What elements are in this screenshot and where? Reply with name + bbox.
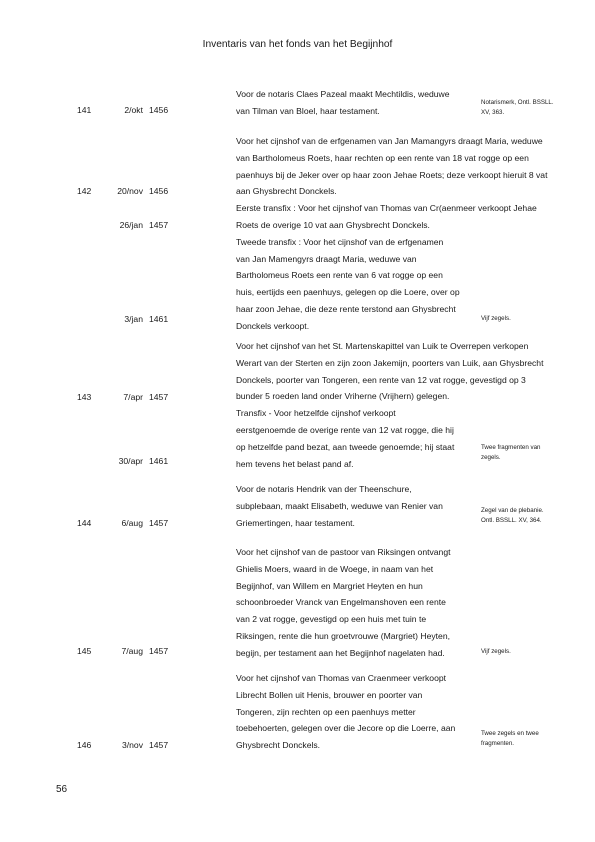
entry-number: 145 bbox=[77, 646, 92, 656]
text-line: Voor de notaris Hendrik van der Theenschure, bbox=[236, 484, 412, 494]
text-line: subplebaan, maakt Elisabeth, weduwe van Renier van bbox=[236, 500, 443, 511]
entry-number: 144 bbox=[77, 518, 92, 528]
entry-year: 1461 bbox=[149, 456, 169, 466]
text-line: Voor het cijnshof van de erfgenamen van Jan Mamangyrs draagt Maria, weduwe bbox=[236, 136, 543, 146]
entry-date: 20/nov bbox=[117, 186, 143, 196]
text-line: Voor het cijnshof van de pastoor van Riksingen ontvangt bbox=[236, 547, 451, 557]
text-line: schoonbroeder Vranck van Engelmanshoven een rente bbox=[236, 597, 446, 608]
entry-date: 3/nov bbox=[121, 740, 143, 750]
entry-text bbox=[236, 544, 451, 662]
entry-date: 7/apr bbox=[123, 392, 143, 402]
text-line: van 2 vat rogge, gevestigd op een huis met tuin te bbox=[236, 614, 427, 625]
entry-year: 1457 bbox=[149, 740, 169, 750]
text-line: Werart van der Sterten en zijn zoon Jakemijn, poorters van Luik, aan Ghysbrecht bbox=[236, 357, 544, 368]
text-line: Transfix - Voor hetzelfde cijnshof verkoopt bbox=[236, 408, 396, 419]
entry-note: Vijf zegels. bbox=[481, 315, 511, 322]
text-line: Voor de notaris Claes Pazeal maakt Mechtildis, weduwe bbox=[236, 89, 450, 99]
text-line: van Jan Mamengyrs draagt Maria, weduwe van bbox=[236, 253, 417, 264]
entry-text bbox=[236, 86, 450, 120]
text-line: Griemertingen, haar testament. bbox=[236, 517, 355, 528]
entry-text bbox=[236, 133, 547, 335]
entry-number: 146 bbox=[77, 740, 92, 750]
text-line: paenhuys bij de Jeker over op haar zoon Jehae Roets; deze verkoopt hieruit 8 vat bbox=[236, 169, 548, 180]
entry-text bbox=[236, 481, 443, 531]
entry-number: 143 bbox=[77, 392, 92, 402]
text-line: Donckels verkoopt. bbox=[236, 320, 310, 331]
entry-date: 6/aug bbox=[121, 518, 143, 528]
text-line: op hetzelfde pand bezat, aan tweede genoemde; hij staat bbox=[236, 441, 455, 452]
entry-note: Twee fragmenten van zegels. bbox=[481, 444, 541, 461]
entry-year: 1461 bbox=[149, 314, 169, 324]
entry-date: 2/okt bbox=[124, 105, 143, 115]
entry-text bbox=[236, 670, 455, 754]
entry-date: 3/jan bbox=[124, 314, 143, 324]
text-line: Voor het cijnshof van Thomas van Craenmeer verkoopt bbox=[236, 673, 447, 683]
text-line: Tweede transfix : Voor het cijnshof van de erfgenamen bbox=[236, 236, 444, 247]
text-line: Riksingen, rente die hun groetvrouwe (Margriet) Heyten, bbox=[236, 630, 450, 641]
entry-date: 7/aug bbox=[121, 646, 143, 656]
page-number: 56 bbox=[56, 784, 68, 795]
entry-year: 1456 bbox=[149, 105, 169, 115]
text-line: huis, eertijds een paenhuys, gelegen op die Loere, over op bbox=[236, 287, 460, 298]
text-line: Ghysbrecht Donckels. bbox=[236, 740, 321, 751]
entry-note: Twee zegels en twee fragmenten. bbox=[481, 730, 539, 747]
entry-date: 26/jan bbox=[119, 220, 143, 230]
text-line: toebehoerten, gelegen over die Jecore op die Loerre, aan bbox=[236, 723, 456, 734]
text-line: van Bartholomeus Roets, haar rechten op een rente van 18 vat rogge op een bbox=[236, 152, 529, 163]
text-line: begijn, per testament aan het Begijnhof nagelaten had. bbox=[236, 647, 445, 658]
entry-year: 1457 bbox=[149, 220, 169, 230]
text-line: Roets de overige 10 vat aan Ghysbrecht Donckels. bbox=[236, 219, 430, 230]
text-line: Tongeren, zijn rechten op een paenhuys metter bbox=[236, 706, 416, 717]
entry-note: Notarismerk, Ontl. BSSLL. XV, 363. bbox=[481, 99, 554, 116]
text-line: Bartholomeus Roets een rente van 6 vat rogge op een bbox=[236, 270, 443, 281]
entry-date: 30/apr bbox=[118, 456, 143, 466]
entry-year: 1457 bbox=[149, 392, 169, 402]
page-title: Inventaris van het fonds van het Begijnhof bbox=[202, 39, 393, 50]
entry-year: 1457 bbox=[149, 518, 169, 528]
text-line: Librecht Bollen uit Henis, brouwer en poorter van bbox=[236, 689, 423, 700]
text-line: eerstgenoemde de overige rente van 12 vat rogge, die hij bbox=[236, 424, 454, 435]
text-line: Ghielis Moers, waard in de Woege, in naam van het bbox=[236, 563, 434, 574]
text-line: van Tilman van Bloel, haar testament. bbox=[236, 105, 380, 116]
text-line: Begijnhof, van Willem en Margriet Heyten en hun bbox=[236, 580, 423, 591]
entry-number: 141 bbox=[77, 105, 92, 115]
text-line: Voor het cijnshof van het St. Martenskapittel van Luik te Overrepen verkopen bbox=[236, 341, 529, 351]
entry-note: Vijf zegels. bbox=[481, 648, 511, 655]
entry-year: 1457 bbox=[149, 646, 169, 656]
text-line: Donckels, poorter van Tongeren, een rente van 12 vat rogge, gevestigd op 3 bbox=[236, 374, 526, 385]
entry-note: Zegel van de plebanie. Ontl. BSSLL. XV, 364. bbox=[481, 507, 544, 524]
text-line: hem tevens het belast pand af. bbox=[236, 458, 354, 469]
text-line: Eerste transfix : Voor het cijnshof van Thomas van Cr(aenmeer verkoopt Jehae bbox=[236, 203, 537, 214]
text-line: haar zoon Jehae, die deze rente terstond aan Ghysbrecht bbox=[236, 303, 456, 314]
text-line: bunder 5 roeden land onder Vriherne (Vrijhern) gelegen. bbox=[236, 391, 450, 402]
entry-number: 142 bbox=[77, 186, 92, 196]
entry-year: 1456 bbox=[149, 186, 169, 196]
text-line: aan Ghysbrecht Donckels. bbox=[236, 186, 337, 197]
